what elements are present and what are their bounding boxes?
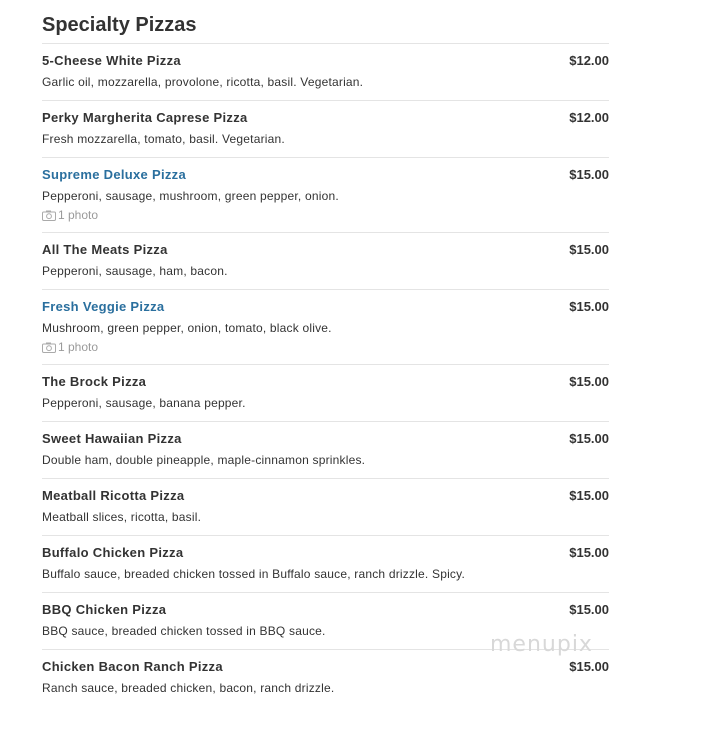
menu-item xyxy=(42,365,609,422)
item-name: The Brock Pizza xyxy=(42,374,147,389)
photo-link[interactable] xyxy=(42,340,609,354)
menu-item xyxy=(42,650,609,706)
camera-icon xyxy=(42,342,56,353)
item-name: 5-Cheese White Pizza xyxy=(42,53,181,68)
item-description: Buffalo sauce, breaded chicken tossed in Buffalo sauce, ranch drizzle. Spicy. xyxy=(42,567,465,581)
menu-item xyxy=(42,158,609,233)
item-price: $15.00 xyxy=(569,545,609,560)
item-name: Meatball Ricotta Pizza xyxy=(42,488,185,503)
item-price: $15.00 xyxy=(569,431,609,446)
item-description: Ranch sauce, breaded chicken, bacon, ranch drizzle. xyxy=(42,681,335,695)
item-price: $15.00 xyxy=(569,242,609,257)
item-name-link[interactable]: Supreme Deluxe Pizza xyxy=(42,167,186,182)
item-price: $15.00 xyxy=(569,374,609,389)
item-price: $15.00 xyxy=(569,488,609,503)
item-name: Sweet Hawaiian Pizza xyxy=(42,431,182,446)
item-name-link[interactable]: Fresh Veggie Pizza xyxy=(42,299,165,314)
section-title: Specialty Pizzas xyxy=(42,12,609,44)
menu-item xyxy=(42,479,609,536)
item-name: Buffalo Chicken Pizza xyxy=(42,545,184,560)
item-description: BBQ sauce, breaded chicken tossed in BBQ sauce. xyxy=(42,624,326,638)
item-name: Perky Margherita Caprese Pizza xyxy=(42,110,248,125)
item-description: Pepperoni, sausage, ham, bacon. xyxy=(42,264,228,278)
photo-link[interactable] xyxy=(42,208,609,222)
watermark: menupix xyxy=(490,632,593,657)
item-name: All The Meats Pizza xyxy=(42,242,168,257)
item-description: Pepperoni, sausage, mushroom, green pepper, onion. xyxy=(42,189,339,203)
item-price: $12.00 xyxy=(569,110,609,125)
menu-item xyxy=(42,536,609,593)
item-description: Pepperoni, sausage, banana pepper. xyxy=(42,396,246,410)
menu-item xyxy=(42,101,609,158)
item-price: $15.00 xyxy=(569,602,609,617)
item-price: $12.00 xyxy=(569,53,609,68)
menu-section xyxy=(42,12,609,706)
photo-count: 1 photo xyxy=(58,340,99,354)
menu-item xyxy=(42,290,609,365)
item-price: $15.00 xyxy=(569,659,609,674)
item-price: $15.00 xyxy=(569,299,609,314)
menu-item xyxy=(42,44,609,101)
menu-item xyxy=(42,233,609,290)
item-description: Double ham, double pineapple, maple-cinnamon sprinkles. xyxy=(42,453,366,467)
item-description: Meatball slices, ricotta, basil. xyxy=(42,510,202,524)
item-description: Garlic oil, mozzarella, provolone, ricotta, basil. Vegetarian. xyxy=(42,75,364,89)
photo-count: 1 photo xyxy=(58,208,99,222)
item-name: Chicken Bacon Ranch Pizza xyxy=(42,659,223,674)
menu-item xyxy=(42,422,609,479)
item-description: Fresh mozzarella, tomato, basil. Vegetarian. xyxy=(42,132,285,146)
camera-icon xyxy=(42,210,56,221)
item-price: $15.00 xyxy=(569,167,609,182)
item-name: BBQ Chicken Pizza xyxy=(42,602,167,617)
item-description: Mushroom, green pepper, onion, tomato, black olive. xyxy=(42,321,332,335)
